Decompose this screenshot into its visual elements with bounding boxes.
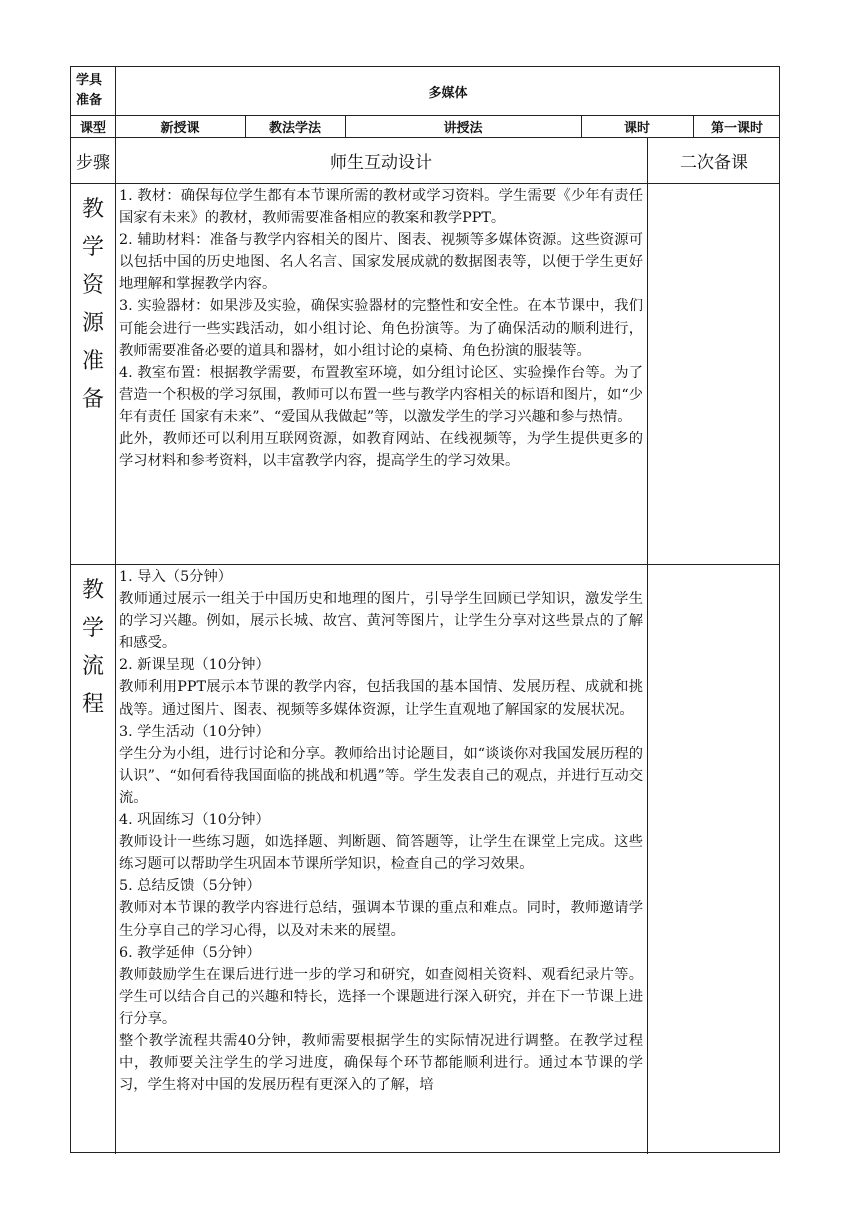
process-paragraph: 1. 导入（5分钟） <box>119 569 233 585</box>
resources-paragraph: 4. 教室布置：根据教学需要，布置教室环境，如分组讨论区、实验操作台等。为了营造一个积极的学习氛围，教师可以布置一些与教学内容相关的标语和图片，如“少年有责任 国家有未来”、“爱国从我做起”等，以激发学生的学习兴趣和参与热情。 <box>119 364 643 425</box>
resources-label-char: 准 <box>81 349 104 374</box>
resources-label-char: 备 <box>81 387 104 412</box>
process-label-char: 学 <box>81 616 104 641</box>
process-label-char: 教 <box>81 578 104 603</box>
design-header: 师生互动设计 <box>330 152 432 173</box>
resources-label-char: 学 <box>81 235 104 260</box>
resources-label <box>71 183 115 564</box>
process-second-prep <box>647 564 781 1154</box>
prep-label <box>71 67 115 115</box>
process-paragraph: 2. 新课呈现（10分钟） <box>119 657 270 674</box>
process-paragraph: 5. 总结反馈（5分钟） <box>119 878 261 895</box>
hours-value: 第一课时 <box>710 120 763 136</box>
process-label <box>71 564 115 1154</box>
second-prep-header: 二次备课 <box>680 152 748 173</box>
hours-label: 课时 <box>623 120 650 136</box>
process-paragraph: 教师对本节课的教学内容进行总结，强调本节课的重点和难点。同时，教师邀请学生分享自己的学习心得，以及对未来的展望。 <box>119 900 643 939</box>
process-paragraph: 4. 巩固练习（10分钟） <box>119 812 270 829</box>
process-paragraph: 教师利用PPT展示本节课的教学内容，包括我国的基本国情、发展历程、成就和挑战等。通过图片、图表、视频等多媒体资源，让学生直观地了解国家的发展状况。 <box>119 679 643 718</box>
resources-content <box>115 185 647 563</box>
prep-value: 多媒体 <box>428 85 468 101</box>
lesson-plan-table <box>70 66 780 1153</box>
process-paragraph: 6. 教学延伸（5分钟） <box>119 944 261 961</box>
method-value: 讲授法 <box>443 120 483 136</box>
resources-paragraph: 2. 辅助材料：准备与教学内容相关的图片、图表、视频等多媒体资源。这些资源可以包括中国的历史地图、名人名言、国家发展成就的数据图表等，以便于学生更好地理解和掌握教学内容。 <box>119 232 643 293</box>
process-paragraph: 教师鼓励学生在课后进行进一步的学习和研究，如查阅相关资料、观看纪录片等。学生可以结合自己的兴趣和特长，选择一个课题进行深入研究，并在下一节课上进行分享。 <box>119 966 643 1027</box>
step-header: 步骤 <box>76 152 110 173</box>
process-paragraph: 整个教学流程共需40分钟，教师需要根据学生的实际情况进行调整。在教学过程中，教师要关注学生的学习进度，确保每个环节都能顺利进行。通过本节课的学习，学生将对中国的发展历程有更深入的了解，培 <box>119 1032 643 1094</box>
prep-label-line2: 准备 <box>76 93 103 108</box>
process-paragraph: 学生分为小组，进行讨论和分享。教师给出讨论题目，如“谈谈你对我国发展历程的认识”、“如何看待我国面临的挑战和机遇”等。学生发表自己的观点，并进行互动交流。 <box>119 745 643 806</box>
method-label: 教法学法 <box>268 120 321 136</box>
process-paragraph: 教师通过展示一组关于中国历史和地理的图片，引导学生回顾已学知识，激发学生的学习兴趣。例如，展示长城、故宫、黄河等图片，让学生分享对这些景点的了解和感受。 <box>119 591 643 652</box>
resources-label-char: 源 <box>81 311 104 336</box>
process-content <box>115 566 647 1153</box>
resources-second-prep <box>647 183 781 564</box>
process-label-char: 程 <box>81 692 104 717</box>
prep-label-line1: 学具 <box>76 73 103 88</box>
resources-paragraph: 3. 实验器材：如果涉及实验，确保实验器材的完整性和安全性。在本节课中，我们可能会进行一些实践活动，如小组讨论、角色扮演等。为了确保活动的顺利进行，教师需要准备必要的道具和器材，如小组讨论的桌椅、角色扮演的服装等。 <box>119 298 643 359</box>
process-paragraph: 教师设计一些练习题，如选择题、判断题、简答题等，让学生在课堂上完成。这些练习题可以帮助学生巩固本节课所学知识，检查自己的学习效果。 <box>119 834 643 873</box>
process-paragraph: 3. 学生活动（10分钟） <box>119 723 270 740</box>
course-type-label: 课型 <box>79 120 106 136</box>
resources-paragraph: 此外，教师还可以利用互联网资源，如教育网站、在线视频等，为学生提供更多的学习材料和参考资料，以丰富教学内容，提高学生的学习效果。 <box>119 431 643 470</box>
resources-label-char: 教 <box>81 197 104 222</box>
course-type-value: 新授课 <box>160 120 200 136</box>
process-label-char: 流 <box>81 654 104 679</box>
resources-paragraph: 1. 教材：确保每位学生都有本节课所需的教材或学习资料。学生需要《少年有责任 国家有未来》的教材，教师需要准备相应的教案和教学PPT。 <box>119 188 643 227</box>
resources-label-char: 资 <box>81 273 104 298</box>
